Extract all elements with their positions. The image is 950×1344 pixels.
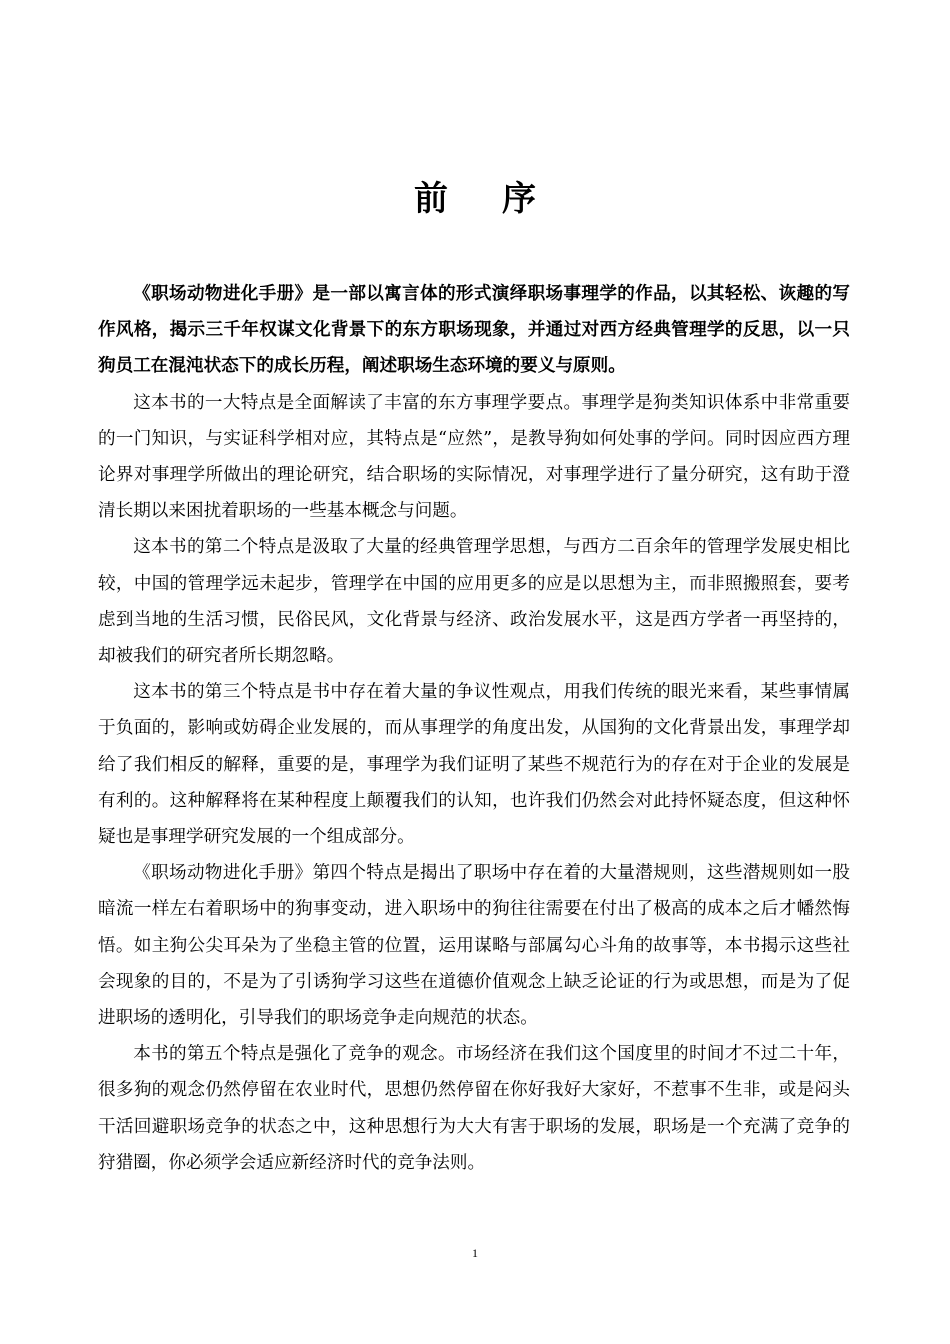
paragraph-intro: 《职场动物进化手册》是一部以寓言体的形式演绎职场事理学的作品，以其轻松、诙趣的写作风格，揭示三千年权谋文化背景下的东方职场现象，并通过对西方经典管理学的反思，以一只狗员工在混沌状态下的成长历程，阐述职场生态环境的要义与原则。 <box>98 283 850 377</box>
body-text <box>98 276 850 1181</box>
paragraph-feature-3: 这本书的第三个特点是书中存在着大量的争议性观点，用我们传统的眼光来看，某些事情属于负面的，影响或妨碍企业发展的，而从事理学的角度出发，从国狗的文化背景出发，事理学却给了我们相反的解释，重要的是，事理学为我们证明了某些不规范行为的存在对于企业的发展是有利的。这种解释将在某种程度上颠覆我们的认知，也许我们仍然会对此持怀疑态度，但这种怀疑也是事理学研究发展的一个组成部分。 <box>98 682 850 848</box>
page-title: 前序 <box>414 178 590 219</box>
page-number: 1 <box>472 1246 478 1260</box>
paragraph-feature-4: 《职场动物进化手册》第四个特点是揭出了职场中存在着的大量潜规则，这些潜规则如一股暗流一样左右着职场中的狗事变动，进入职场中的狗往往需要在付出了极高的成本之后才幡然悔悟。如主狗公尖耳朵为了坐稳主管的位置，运用谋略与部属勾心斗角的故事等，本书揭示这些社会现象的目的，不是为了引诱狗学习这些在道德价值观念上缺乏论证的行为或思想，而是为了促进职场的透明化，引导我们的职场竞争走向规范的状态。 <box>98 863 850 1029</box>
paragraph-feature-5: 本书的第五个特点是强化了竞争的观念。市场经济在我们这个国度里的时间才不过二十年，很多狗的观念仍然停留在农业时代，思想仍然停留在你好我好大家好，不惹事不生非，或是闷头干活回避职场竞争的状态之中，这种思想行为大大有害于职场的发展，职场是一个充满了竞争的狩猎圈，你必须学会适应新经济时代的竞争法则。 <box>98 1044 850 1173</box>
paragraph-feature-1: 这本书的一大特点是全面解读了丰富的东方事理学要点。事理学是狗类知识体系中非常重要的一门知识，与实证科学相对应，其特点是“应然”，是教导狗如何处事的学问。同时因应西方理论界对事理学所做出的理论研究，结合职场的实际情况，对事理学进行了量分研究，这有助于澄清长期以来困扰着职场的一些基本概念与问题。 <box>98 392 850 522</box>
paragraph-feature-2: 这本书的第二个特点是汲取了大量的经典管理学思想，与西方二百余年的管理学发展史相比较，中国的管理学远未起步，管理学在中国的应用更多的应是以思想为主，而非照搬照套，要考虑到当地的生活习惯，民俗民风，文化背景与经济、政治发展水平，这是西方学者一再坚持的，却被我们的研究者所长期忽略。 <box>98 537 850 667</box>
